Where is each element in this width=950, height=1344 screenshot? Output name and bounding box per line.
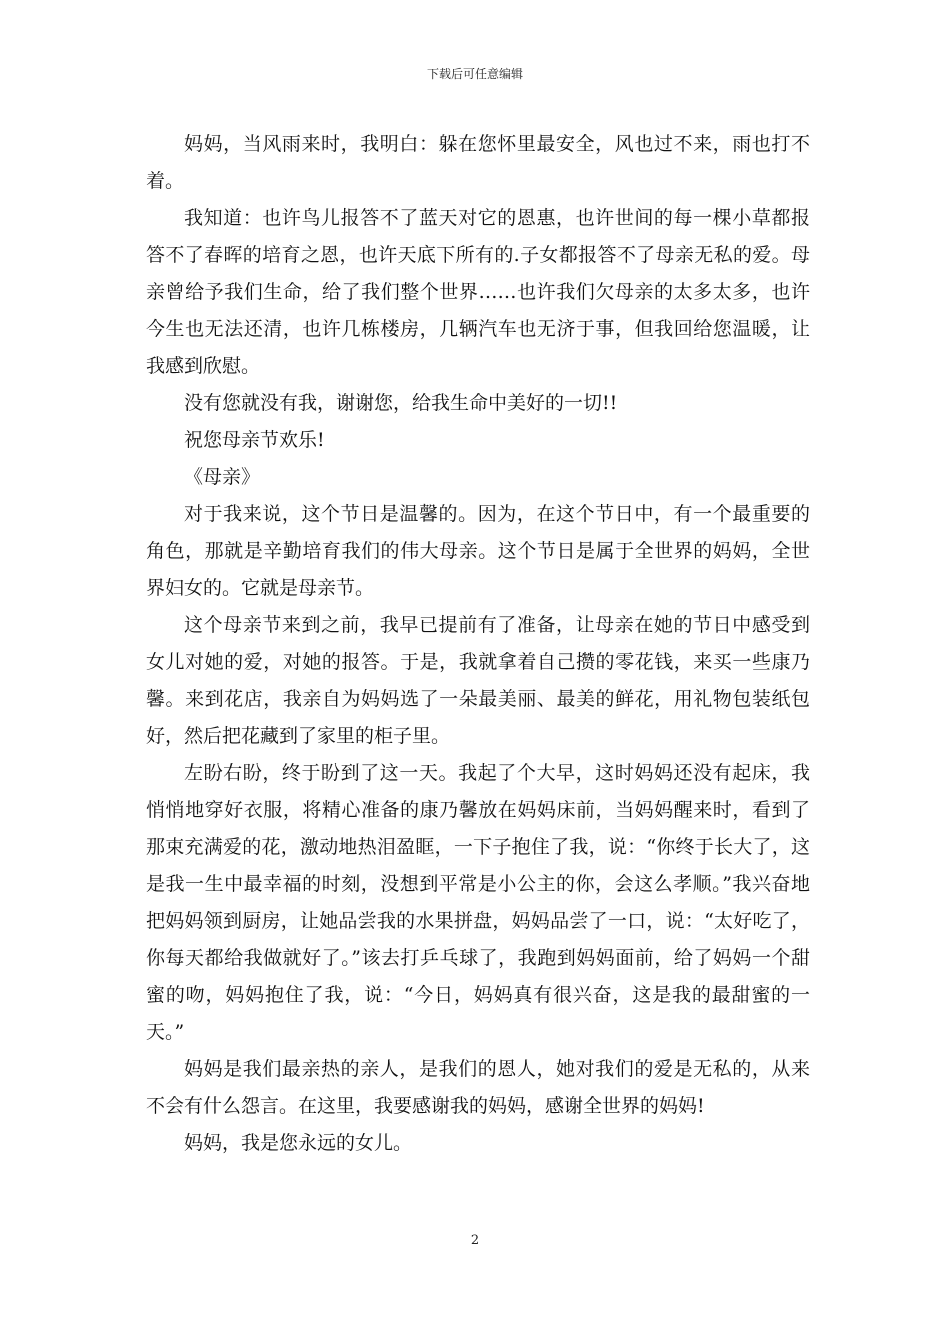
paragraph: 左盼右盼，终于盼到了这一天。我起了个大早，这时妈妈还没有起床，我悄悄地穿好衣服，将精心准备的康乃馨放在妈妈床前，当妈妈醒来时，看到了那束充满爱的花，激动地热泪盈眶，一下子抱住了我，说：“你终于长大了，这是我一生中最幸福的时刻，没想到平常是小公主的你，会这么孝顺。”我兴奋地把妈妈领到厨房，让她品尝我的水果拼盘，妈妈品尝了一口，说：“太好吃了，你每天都给我做就好了。”该去打乒乓球了，我跑到妈妈面前，给了妈妈一个甜蜜的吻，妈妈抱住了我，说：“今日，妈妈真有很兴奋，这是我的最甜蜜的一天。”	[146, 762, 810, 1043]
paragraph: 这个母亲节来到之前，我早已提前有了准备，让母亲在她的节日中感受到女儿对她的爱，对她的报答。于是，我就拿着自己攒的零花钱，来买一些康乃馨。来到花店，我亲自为妈妈选了一朵最美丽、最美的鲜花，用礼物包装纸包好，然后把花藏到了家里的柜子里。	[146, 614, 810, 747]
paragraph: 妈妈，当风雨来时，我明白：躲在您怀里最安全，风也过不来，雨也打不着。	[146, 133, 810, 192]
paragraph: 对于我来说，这个节日是温馨的。因为，在这个节日中，有一个最重要的角色，那就是辛勤培育我们的伟大母亲。这个节日是属于全世界的妈妈，全世界妇女的。它就是母亲节。	[146, 503, 810, 599]
paragraph: 妈妈，我是您永远的女儿。	[184, 1132, 413, 1154]
paragraph: 没有您就没有我，谢谢您，给我生命中美好的一切!!	[184, 392, 618, 414]
page-number: 2	[470, 1233, 480, 1248]
paragraph: 祝您母亲节欢乐!	[184, 429, 325, 451]
page-header: 下载后可任意编辑	[426, 67, 523, 81]
paragraph: 我知道：也许鸟儿报答不了蓝天对它的恩惠，也许世间的每一棵小草都报答不了春晖的培育之恩，也许天底下所有的.子女都报答不了母亲无私的爱。母亲曾给予我们生命，给了我们整个世界……也许我们欠母亲的太多太多，也许今生也无法还清，也许几栋楼房，几辆汽车也无济于事，但我回给您温暖，让我感到欣慰。	[146, 207, 810, 377]
document-body	[146, 126, 810, 1162]
paragraph-title: 《母亲》	[184, 466, 261, 488]
paragraph: 妈妈是我们最亲热的亲人，是我们的恩人，她对我们的爱是无私的，从来不会有什么怨言。在这里，我要感谢我的妈妈，感谢全世界的妈妈!	[146, 1058, 810, 1117]
